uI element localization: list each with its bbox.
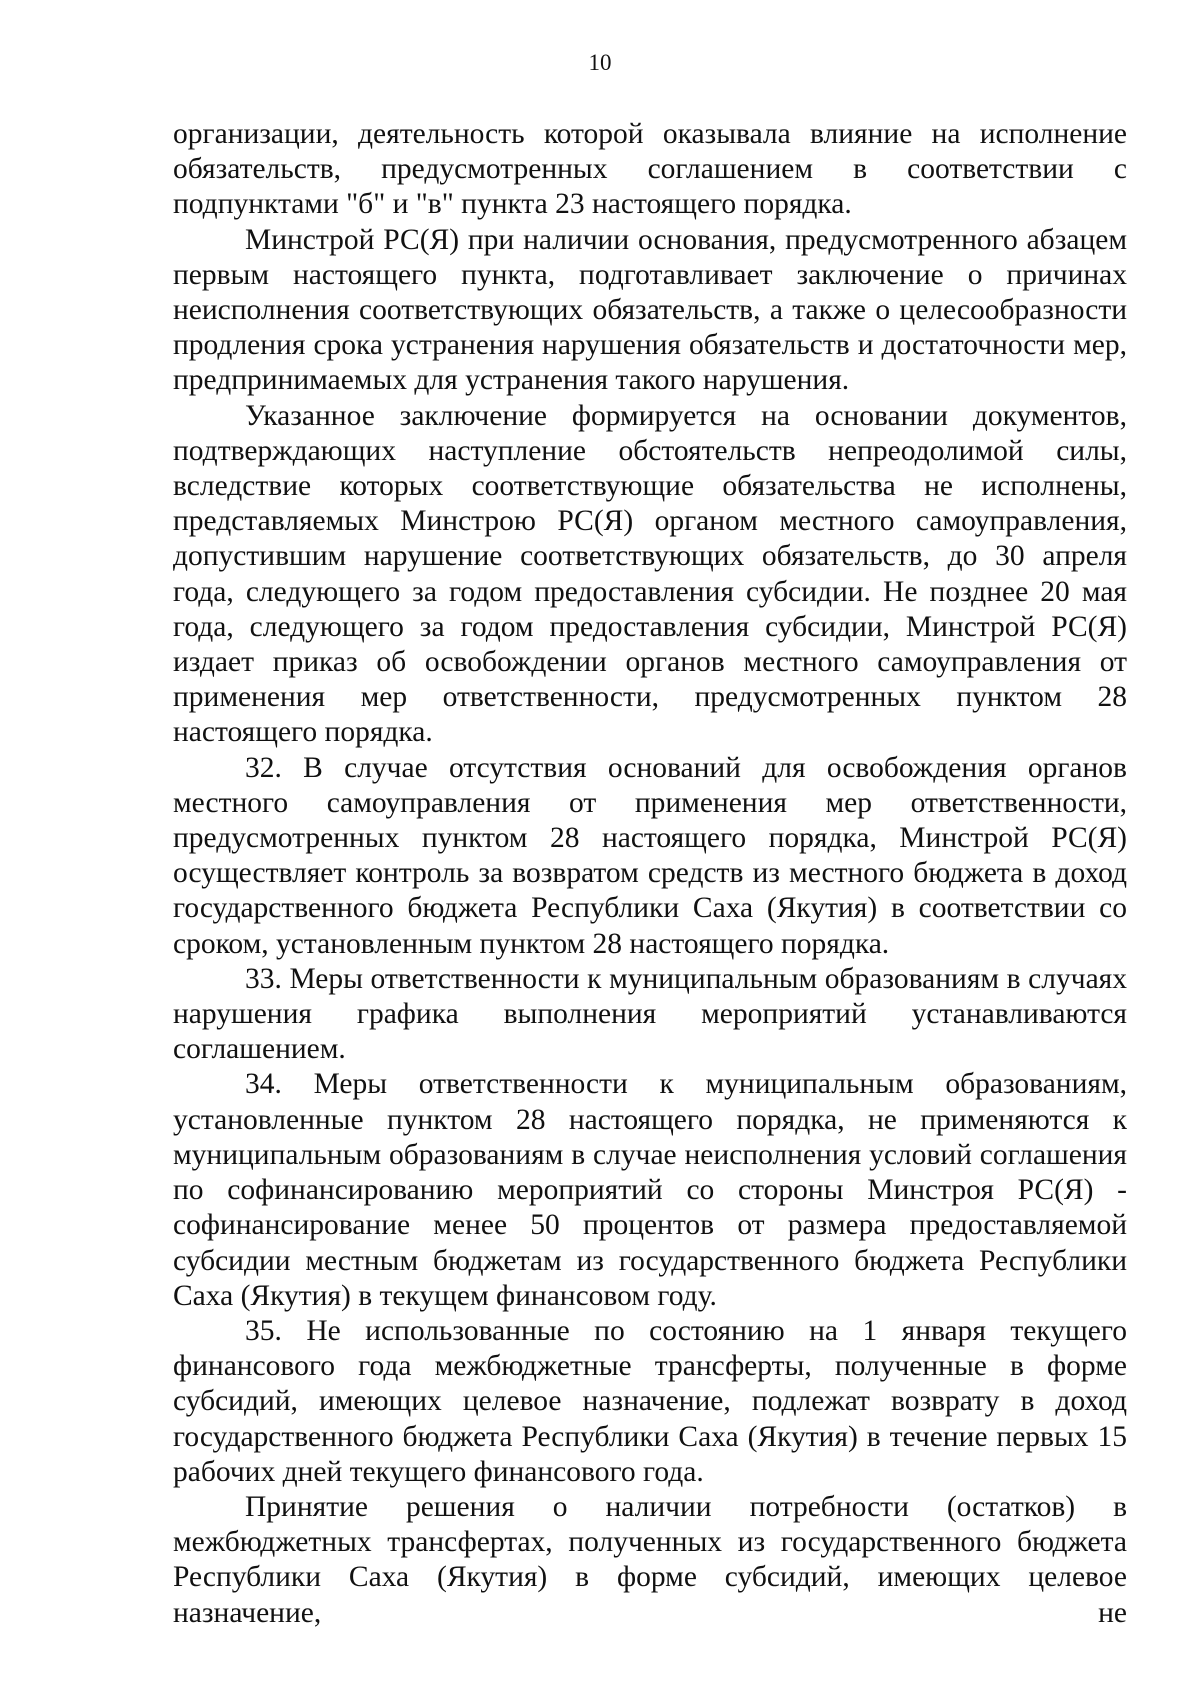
paragraph-decision: Принятие решения о наличии потребности (остатков) в межбюджетных трансфертах, полученных из государственного бюджета Республики Саха (Якутия) в форме субсидий, имеющих целевое назначение, не — [173, 1490, 1127, 1629]
paragraph-conclusion-basis: Указанное заключение формируется на основании документов, подтверждающих наступление обстоятельств непреодолимой силы, вследствие которых соответствующие обязательства не исполнены, представляемых Минстрою РС(Я) органом местного самоуправления, допустившим нарушение соответствующих обязательств, до 30 апреля года, следующего за годом предоставления субсидии. Не позднее 20 мая года, следующего за годом предоставления субсидии, Минстрой РС(Я) издает приказ об освобождении органов местного самоуправления от применения мер ответственности, предусмотренных пунктом 28 настоящего порядка. — [173, 399, 1127, 749]
paragraph-33: 33. Меры ответственности к муниципальным образованиям в случаях нарушения графика выполнения мероприятий устанавливаются соглашением. — [173, 962, 1127, 1066]
paragraph-continuation: организации, деятельность которой оказывала влияние на исполнение обязательств, предусмотренных соглашением в соответствии с подпунктами "б" и "в" пункта 23 настоящего порядка. — [173, 118, 1127, 221]
paragraph-32: 32. В случае отсутствия оснований для освобождения органов местного самоуправления от применения мер ответственности, предусмотренных пунктом 28 настоящего порядка, Минстрой РС(Я) осуществляет контроль за возвратом средств из местного бюджета в доход государственного бюджета Республики Саха (Якутия) в соответствии со сроком, установленным пунктом 28 настоящего порядка. — [173, 751, 1127, 960]
paragraph-34: 34. Меры ответственности к муниципальным образованиям, установленные пунктом 28 настоящего порядка, не применяются к муниципальным образованиям в случае неисполнения условий соглашения по софинансированию мероприятий со стороны Минстроя РС(Я) - софинансирование менее 50 процентов от размера предоставляемой субсидии местным бюджетам из государственного бюджета Республики Саха (Якутия) в текущем финансовом году. — [173, 1068, 1127, 1312]
paragraph-35: 35. Не использованные по состоянию на 1 января текущего финансового года межбюджетные трансферты, полученные в форме субсидий, имеющих целевое назначение, подлежат возврату в доход государственного бюджета Республики Саха (Якутия) в течение первых 15 рабочих дней текущего финансового года. — [173, 1314, 1127, 1488]
page-number: 10 — [588, 50, 612, 75]
body-text — [173, 117, 1127, 1631]
paragraph-minstroy-conclusion: Минстрой РС(Я) при наличии основания, предусмотренного абзацем первым настоящего пункта, подготавливает заключение о причинах неисполнения соответствующих обязательств, а также о целесообразности продления срока устранения нарушения обязательств и достаточности мер, предпринимаемых для устранения такого нарушения. — [173, 223, 1127, 397]
